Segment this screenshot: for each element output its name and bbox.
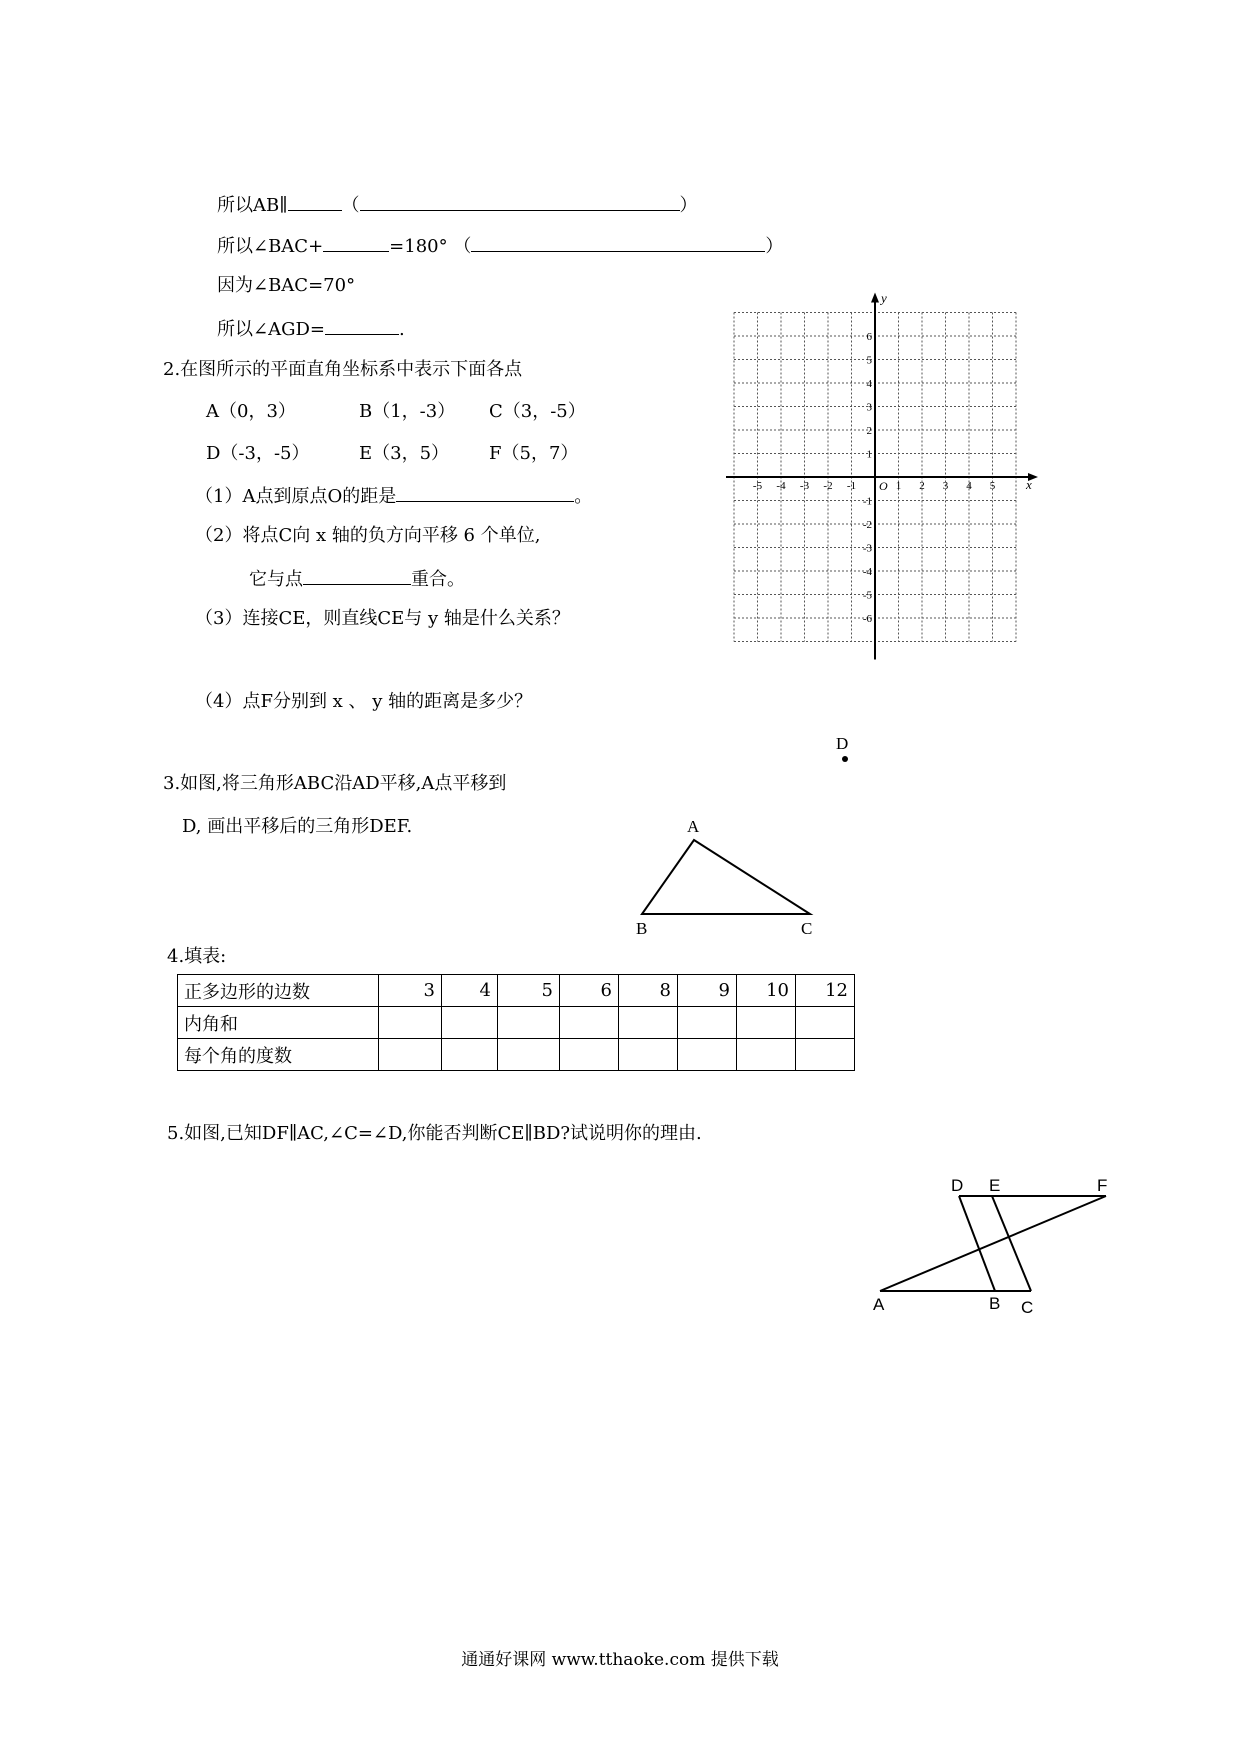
s1-line1-text: 所以AB∥: [217, 195, 288, 216]
footer-text: 通通好课网 www.tthaoke.com 提供下载: [461, 1650, 779, 1670]
table-label-cell: 每个角的度数: [178, 1039, 379, 1071]
s1-line4-text: 所以∠AGD=: [217, 319, 325, 340]
label-fig-E: E: [989, 1176, 1001, 1195]
q2-point-F: F（5，7）: [489, 443, 579, 464]
y-tick-label: -5: [862, 589, 872, 602]
q2-sub2-suffix: 重合。: [411, 569, 465, 590]
x-tick-label: 4: [966, 480, 972, 492]
q2-title: 2.在图所示的平面直角坐标系中表示下面各点: [163, 359, 523, 380]
y-tick-label: -6: [862, 613, 872, 625]
y-tick-label: 3: [866, 401, 872, 414]
q2-sub1-text: （1）A点到原点O的距是: [195, 486, 397, 507]
label-fig-C: C: [1021, 1298, 1034, 1317]
line-db: [959, 1196, 995, 1291]
s1-line4-suffix: .: [398, 319, 405, 340]
table-cell: 9: [678, 975, 737, 1007]
y-tick-label: -4: [862, 566, 872, 578]
q2-point-C: C（3，-5）: [489, 401, 586, 422]
x-tick-label: -3: [799, 480, 810, 492]
q2-sub3: （3）连接CE，则直线CE与 y 轴是什么关系？: [195, 608, 570, 629]
y-tick-label: 1: [866, 448, 872, 461]
s1-line2-text: 所以∠BAC+: [217, 236, 324, 257]
line-af: [880, 1196, 1106, 1291]
q2-point-B: B（1，-3）: [359, 401, 456, 422]
q5-text: 5.如图,已知DF∥AC,∠C=∠D,你能否判断CE∥BD?试说明你的理由.: [167, 1123, 702, 1144]
x-tick-label: 5: [989, 480, 996, 492]
table-cell: 10: [737, 975, 796, 1007]
x-tick-label: 1: [895, 480, 902, 492]
q2-point-D: D（-3，-5）: [206, 443, 310, 464]
label-tri-D: D: [836, 734, 849, 753]
paren-open: （: [341, 195, 360, 216]
label-tri-B: B: [636, 919, 648, 938]
table-cell: 4: [442, 975, 498, 1007]
y-tick-label: 5: [866, 354, 872, 367]
y-tick-label: 4: [866, 378, 872, 390]
label-tri-A: A: [687, 817, 700, 836]
label-fig-D: D: [951, 1176, 964, 1195]
y-tick-label: -3: [862, 542, 872, 555]
y-tick-label: -2: [862, 519, 872, 531]
x-tick-label: 2: [919, 480, 925, 492]
s1-line2-suffix: =180°: [389, 236, 448, 257]
table-header-cell: 正多边形的边数: [178, 975, 379, 1007]
table-cell: 5: [498, 975, 560, 1007]
paren-open: （: [447, 236, 472, 257]
q4-title: 4.填表:: [167, 946, 227, 967]
q2-sub2-line1: （2）将点C向 x 轴的负方向平移 6 个单位,: [195, 525, 541, 546]
x-tick-label: 3: [942, 480, 949, 492]
q2-sub1-suffix: 。: [574, 486, 593, 507]
q3-line2: D, 画出平移后的三角形DEF.: [182, 816, 413, 837]
label-tri-C: C: [801, 919, 813, 938]
table-cell: 3: [379, 975, 442, 1007]
q2-point-E: E（3，5）: [359, 443, 450, 464]
line-ec: [992, 1196, 1031, 1291]
y-tick-label: 2: [866, 425, 872, 437]
table-label-cell: 内角和: [178, 1007, 379, 1039]
y-tick-label: -1: [862, 495, 872, 508]
q2-sub4: （4）点F分别到 x 、 y 轴的距离是多少？: [195, 691, 533, 712]
x-tick-label: -5: [752, 480, 763, 492]
table-cell: 8: [619, 975, 678, 1007]
label-fig-B: B: [989, 1294, 1001, 1313]
paren-close: ）: [765, 236, 784, 257]
label-fig-F: F: [1097, 1176, 1108, 1195]
x-tick-label: -1: [846, 480, 857, 492]
label-fig-A: A: [873, 1295, 885, 1314]
x-tick-label: -4: [776, 480, 786, 492]
origin-label: O: [879, 479, 888, 493]
s1-line3: 因为∠BAC=70°: [217, 275, 356, 296]
q3-line1: 3.如图,将三角形ABC沿AD平移,A点平移到: [163, 773, 507, 794]
x-tick-label: -2: [823, 480, 833, 492]
x-axis-label: x: [1026, 477, 1032, 492]
y-axis-label: y: [881, 290, 887, 306]
q2-sub2-text: 它与点: [249, 569, 303, 590]
table-cell: 12: [796, 975, 855, 1007]
paren-close: ）: [679, 195, 698, 216]
q2-point-A: A（0，3）: [206, 401, 296, 422]
table-cell: 6: [560, 975, 619, 1007]
y-tick-label: 6: [866, 331, 872, 343]
